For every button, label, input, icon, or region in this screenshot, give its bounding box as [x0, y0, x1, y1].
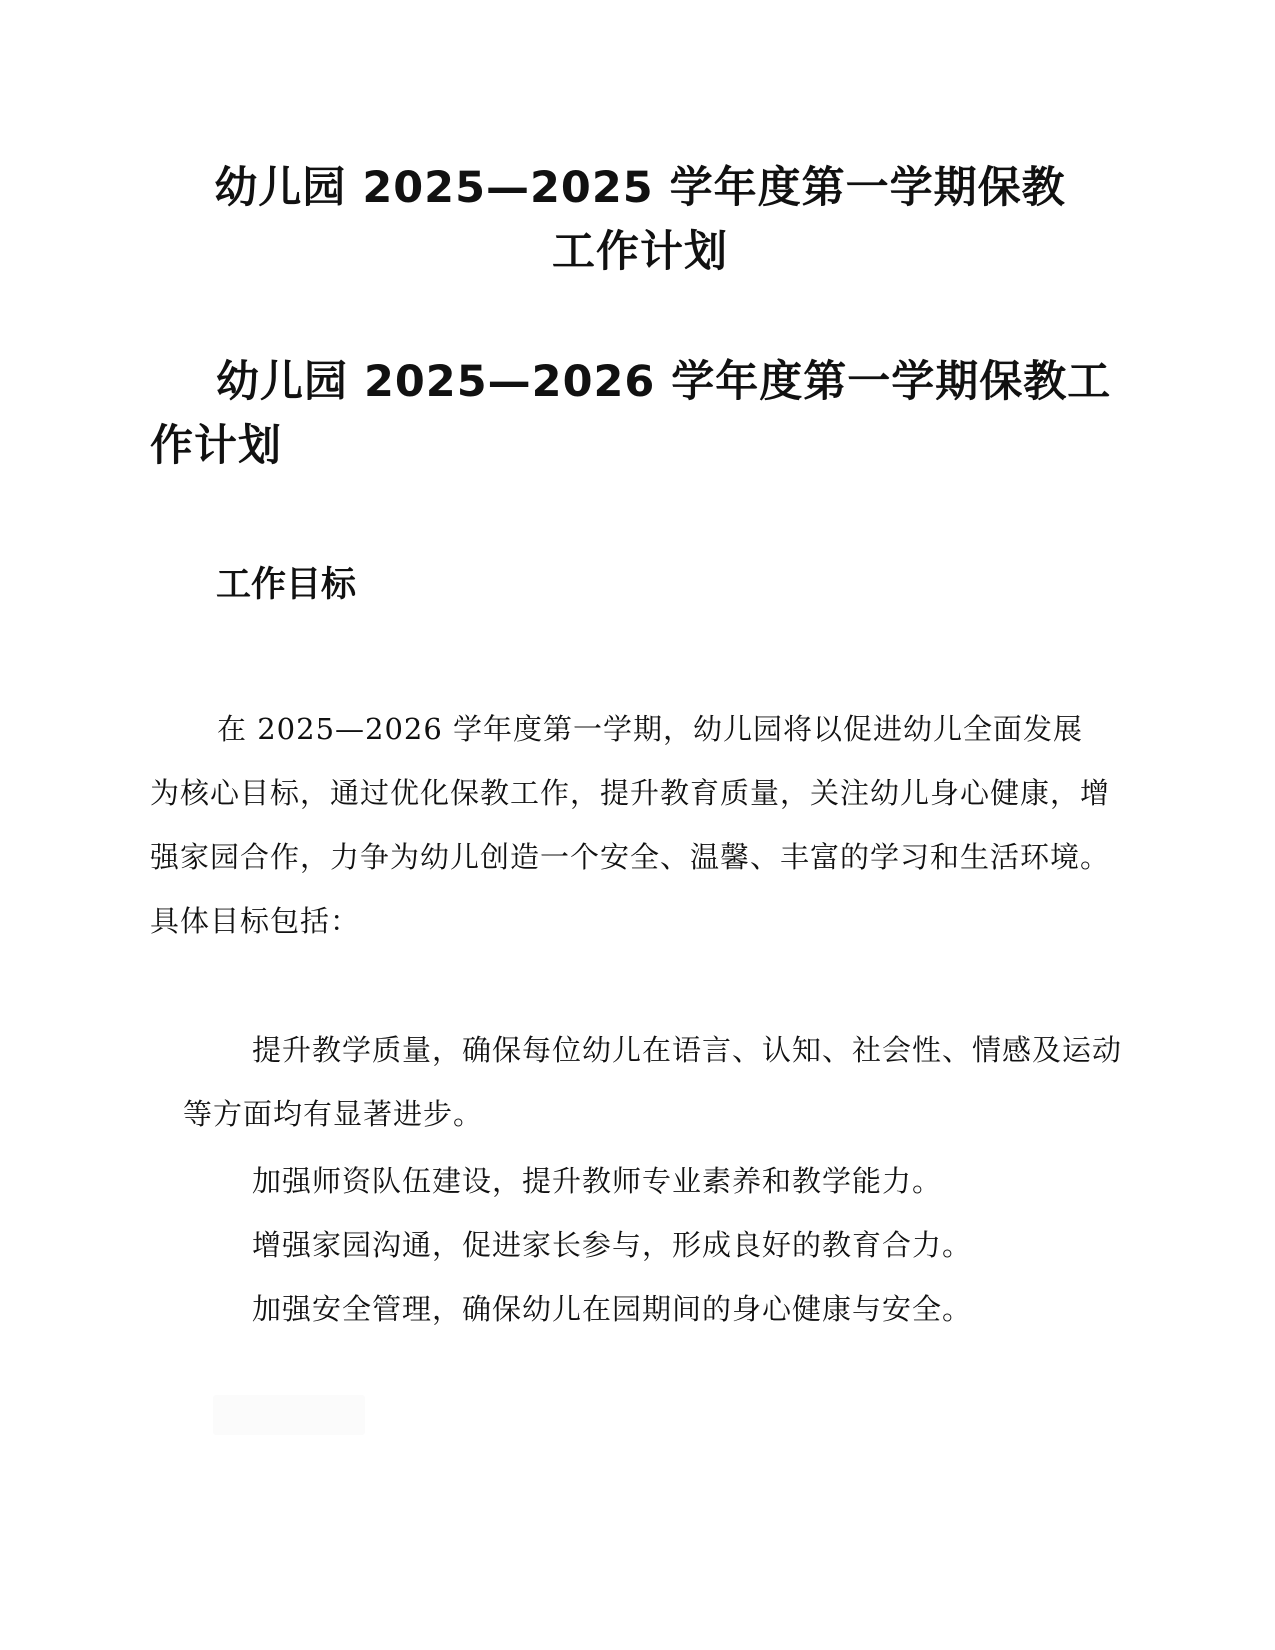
document-title-repeat: 幼儿园 2025—2026 学年度第一学期保教工作计划: [150, 357, 1112, 471]
document-title-line-1: 幼儿园 2025—2025 学年度第一学期保教: [214, 163, 1066, 213]
document-title: [150, 156, 1130, 284]
intro-paragraph: 在 2025—2026 学年度第一学期，幼儿园将以促进幼儿全面发展为核心目标，通过优化保教工作，提升教育质量，关注幼儿身心健康，增强家园合作，力争为幼儿创造一个安全、温馨、丰富的学习和生活环境。具体目标包括：: [150, 712, 1111, 938]
document-title-line-2: 工作计划: [552, 227, 728, 277]
goal-item-safety: 加强安全管理，确保幼儿在园期间的身心健康与安全。: [252, 1292, 973, 1326]
section-heading-work-goals: 工作目标: [216, 565, 357, 605]
goal-item-home-school: 增强家园沟通，促进家长参与，形成良好的教育合力。: [252, 1228, 973, 1262]
goal-item-teaching-quality: 提升教学质量，确保每位幼儿在语言、认知、社会性、情感及运动等方面均有显著进步。: [183, 1033, 1123, 1131]
goal-list: [183, 1018, 1128, 1341]
faint-background-mark: [213, 1395, 365, 1435]
goal-item-teacher-team: 加强师资队伍建设，提升教师专业素养和教学能力。: [252, 1164, 943, 1198]
